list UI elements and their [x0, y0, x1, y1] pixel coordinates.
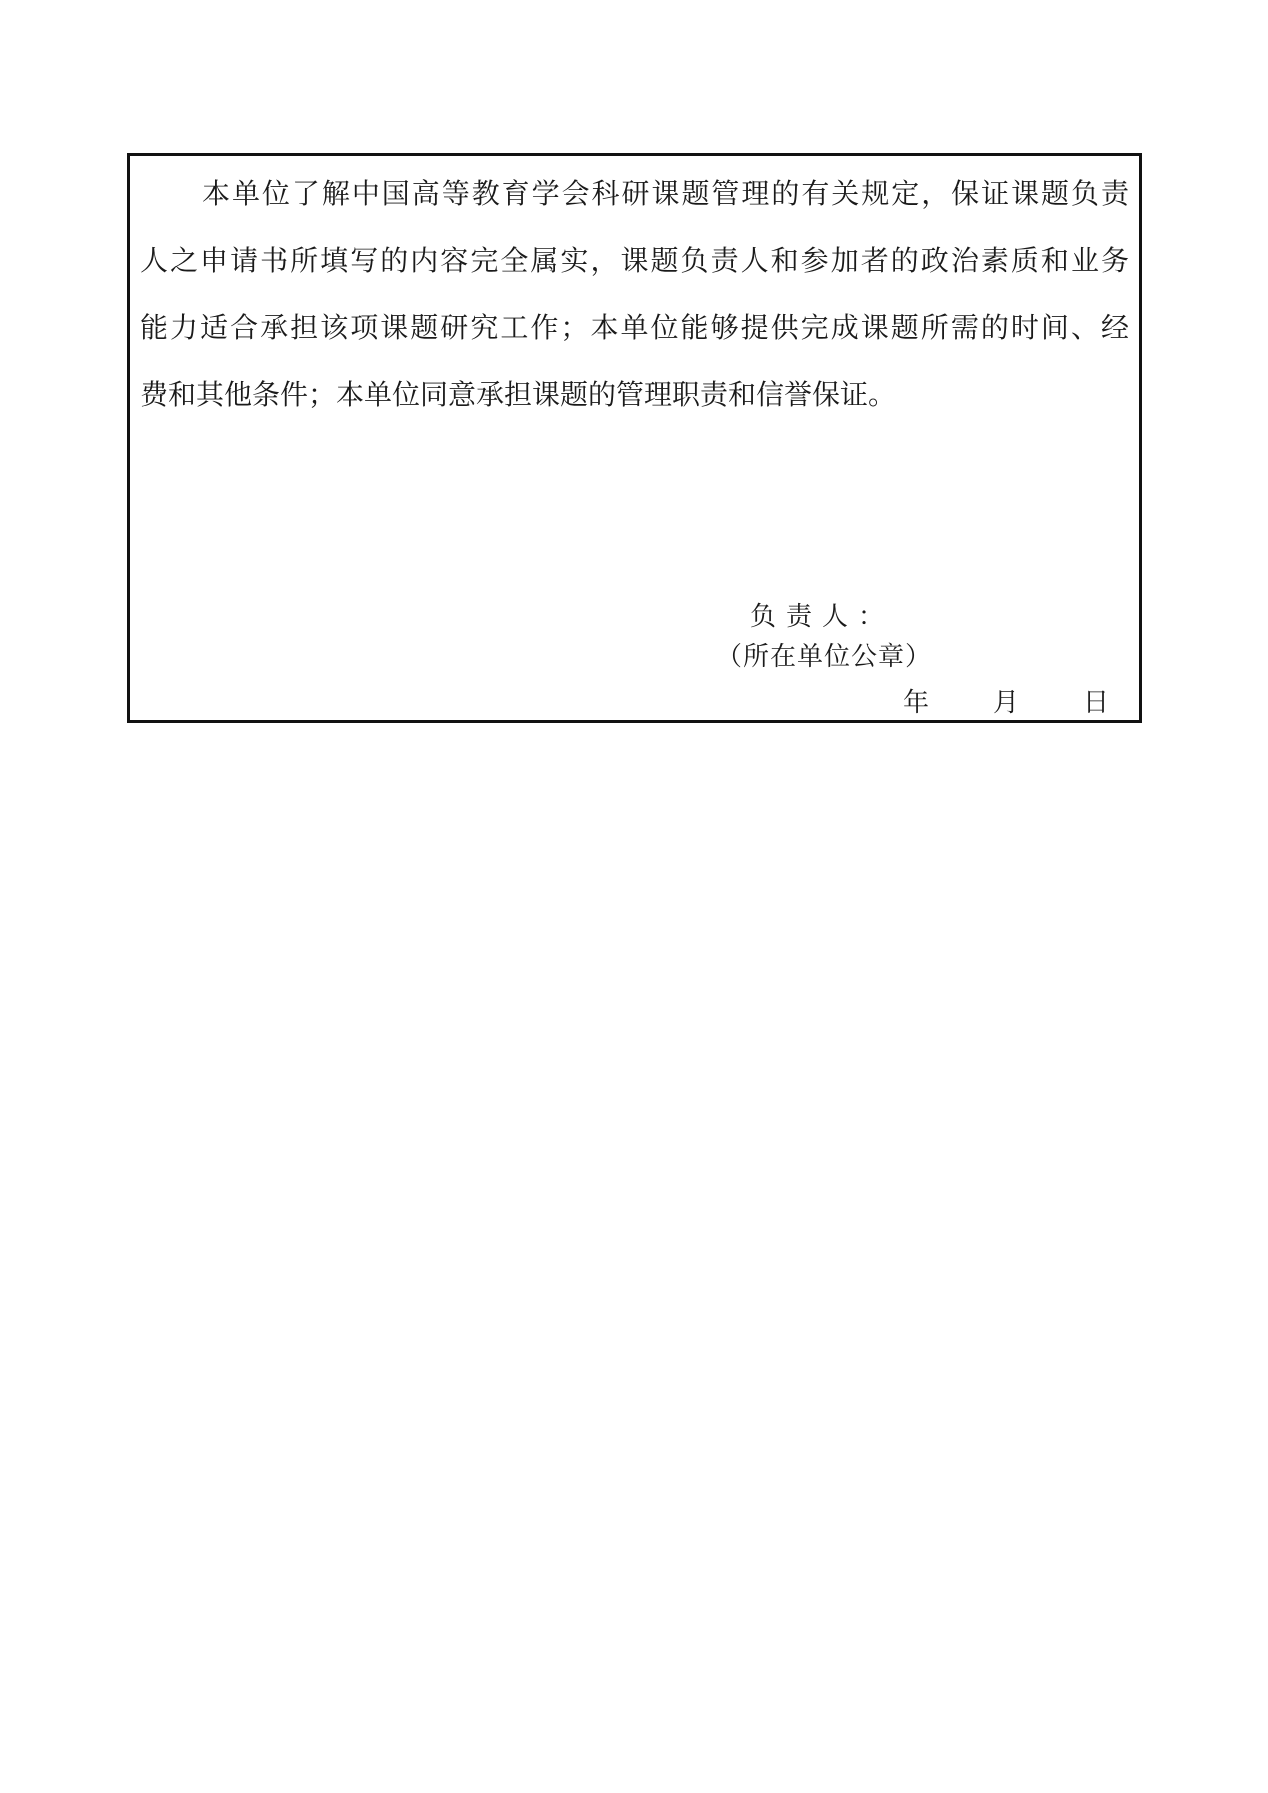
declaration-line-2: 人之申请书所填写的内容完全属实，课题负责人和参加者的政治素质和业务: [140, 244, 1129, 277]
declaration-line-3: 能力适合承担该项课题研究工作；本单位能够提供完成课题所需的时间、经: [140, 311, 1129, 344]
date-year-label: 年: [903, 688, 930, 718]
declaration-line-1: 本单位了解中国高等教育学会科研课题管理的有关规定，保证课题负责: [202, 177, 1129, 210]
seal-label: （所在单位公章）: [716, 642, 933, 672]
declaration-line-4: 费和其他条件；本单位同意承担课题的管理职责和信誉保证。: [140, 378, 897, 411]
declaration-box: [127, 153, 1142, 723]
date-day-label: 日: [1083, 688, 1110, 718]
date-month-label: 月: [993, 688, 1020, 718]
signature-block: [130, 156, 1139, 720]
principal-label: 负责人：: [750, 602, 895, 632]
